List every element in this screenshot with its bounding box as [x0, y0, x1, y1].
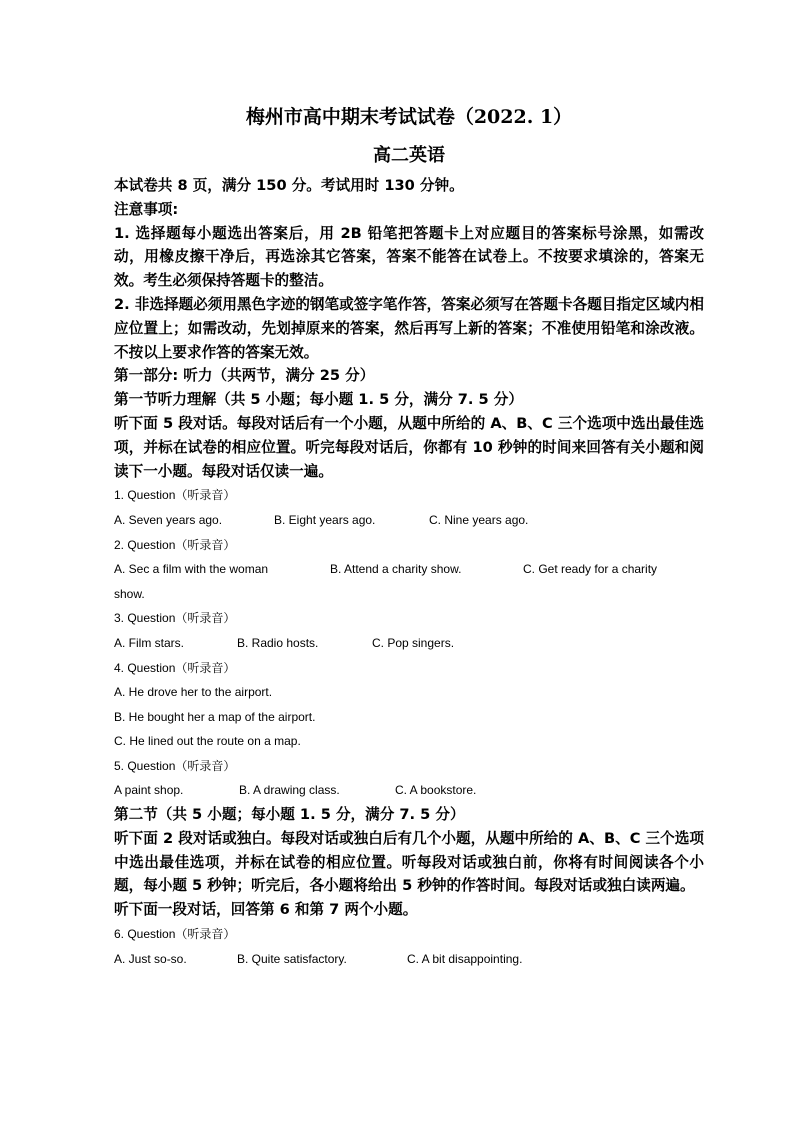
- exam-page: [114, 104, 704, 971]
- question-6-option-c: C. A bit disappointing.: [407, 951, 523, 966]
- question-5-option-b: B. A drawing class.: [239, 783, 340, 798]
- question-2-option-c: C. Get ready for a charity: [523, 562, 658, 577]
- question-2-option-c-continued: show.: [114, 586, 145, 601]
- question-4-option-a: A. He drove her to the airport.: [114, 685, 273, 700]
- question-2-options: [114, 557, 704, 582]
- section2-heading: 第二节（共 5 小题；每小题 1. 5 分，满分 7. 5 分）: [114, 806, 465, 824]
- notice-item-2: 2. 非选择题必须用黑色字迹的钢笔或签字笔作答，答案必须写在答题卡各题目指定区域内相应位置上；如需改动，先划掉原来的答案，然后再写上新的答案；不准使用铅笔和涂改液。不按以上要求作答的答案无效。: [114, 295, 704, 361]
- question-3-option-a: A. Film stars.: [114, 635, 185, 650]
- question-5-option-c: C. A bookstore.: [395, 783, 477, 798]
- part1-heading: 第一部分: 听力（共两节，满分 25 分）: [114, 367, 375, 385]
- section2-directions: 听下面 2 段对话或独白。每段对话或独白后有几个小题，从题中所给的 A、B、C 三个选项中选出最佳选项，并标在试卷的相应位置。听每段对话或独白前，你将有时间阅读各个小题，每小题 5 秒钟；听完后，各小题将给出 5 秒钟的作答时间。每段对话或独白读两遍。: [114, 829, 704, 895]
- question-6-option-a: A. Just so-so.: [114, 951, 187, 966]
- question-1-option-a: A. Seven years ago.: [114, 512, 223, 527]
- exam-subject: 高二英语: [373, 145, 445, 166]
- question-6-options: [114, 947, 704, 972]
- question-4-option-c: C. He lined out the route on a map.: [114, 734, 301, 749]
- section1-directions: 听下面 5 段对话。每段对话后有一个小题，从题中所给的 A、B、C 三个选项中选出最佳选项，并标在试卷的相应位置。听完每段对话后，你都有 10 秒钟的时间来回答有关小题和阅读下一小题。每段对话仅读一遍。: [114, 414, 704, 480]
- question-1-option-b: B. Eight years ago.: [274, 512, 376, 527]
- question-4-option-b: B. He bought her a map of the airport.: [114, 709, 316, 724]
- question-4-label: 4. Question（听录音）: [114, 660, 236, 675]
- question-1-label: 1. Question（听录音）: [114, 488, 236, 503]
- question-5-options: [114, 778, 704, 803]
- question-2-label: 2. Question（听录音）: [114, 537, 236, 552]
- question-3-label: 3. Question（听录音）: [114, 611, 236, 626]
- question-1-option-c: C. Nine years ago.: [429, 512, 529, 527]
- question-2-option-b: B. Attend a charity show.: [330, 562, 462, 577]
- question-6-label: 6. Question（听录音）: [114, 927, 236, 942]
- question-6-option-b: B. Quite satisfactory.: [237, 951, 347, 966]
- question-3-option-c: C. Pop singers.: [372, 635, 455, 650]
- dialogue-directions: 听下面一段对话，回答第 6 和第 7 两个小题。: [114, 901, 418, 919]
- question-5-label: 5. Question（听录音）: [114, 758, 236, 773]
- notice-heading: 注意事项:: [114, 200, 179, 218]
- exam-intro: 本试卷共 8 页，满分 150 分。考试用时 130 分钟。: [114, 177, 464, 194]
- question-5-option-a: A paint shop.: [114, 783, 184, 798]
- exam-title: 梅州市高中期末考试试卷（2022. 1）: [245, 106, 573, 128]
- section1-heading: 第一节听力理解（共 5 小题；每小题 1. 5 分，满分 7. 5 分）: [114, 391, 523, 409]
- question-2-option-a: A. Sec a film with the woman: [114, 562, 269, 577]
- notice-item-1: 1. 选择题每小题选出答案后，用 2B 铅笔把答题卡上对应题目的答案标号涂黑，如需改动，用橡皮擦干净后，再选涂其它答案，答案不能答在试卷上。不按要求填涂的，答案无效。考生必须保持答题卡的整洁。: [114, 224, 704, 290]
- question-1-options: [114, 508, 704, 533]
- question-3-option-b: B. Radio hosts.: [237, 635, 319, 650]
- question-3-options: [114, 631, 704, 656]
